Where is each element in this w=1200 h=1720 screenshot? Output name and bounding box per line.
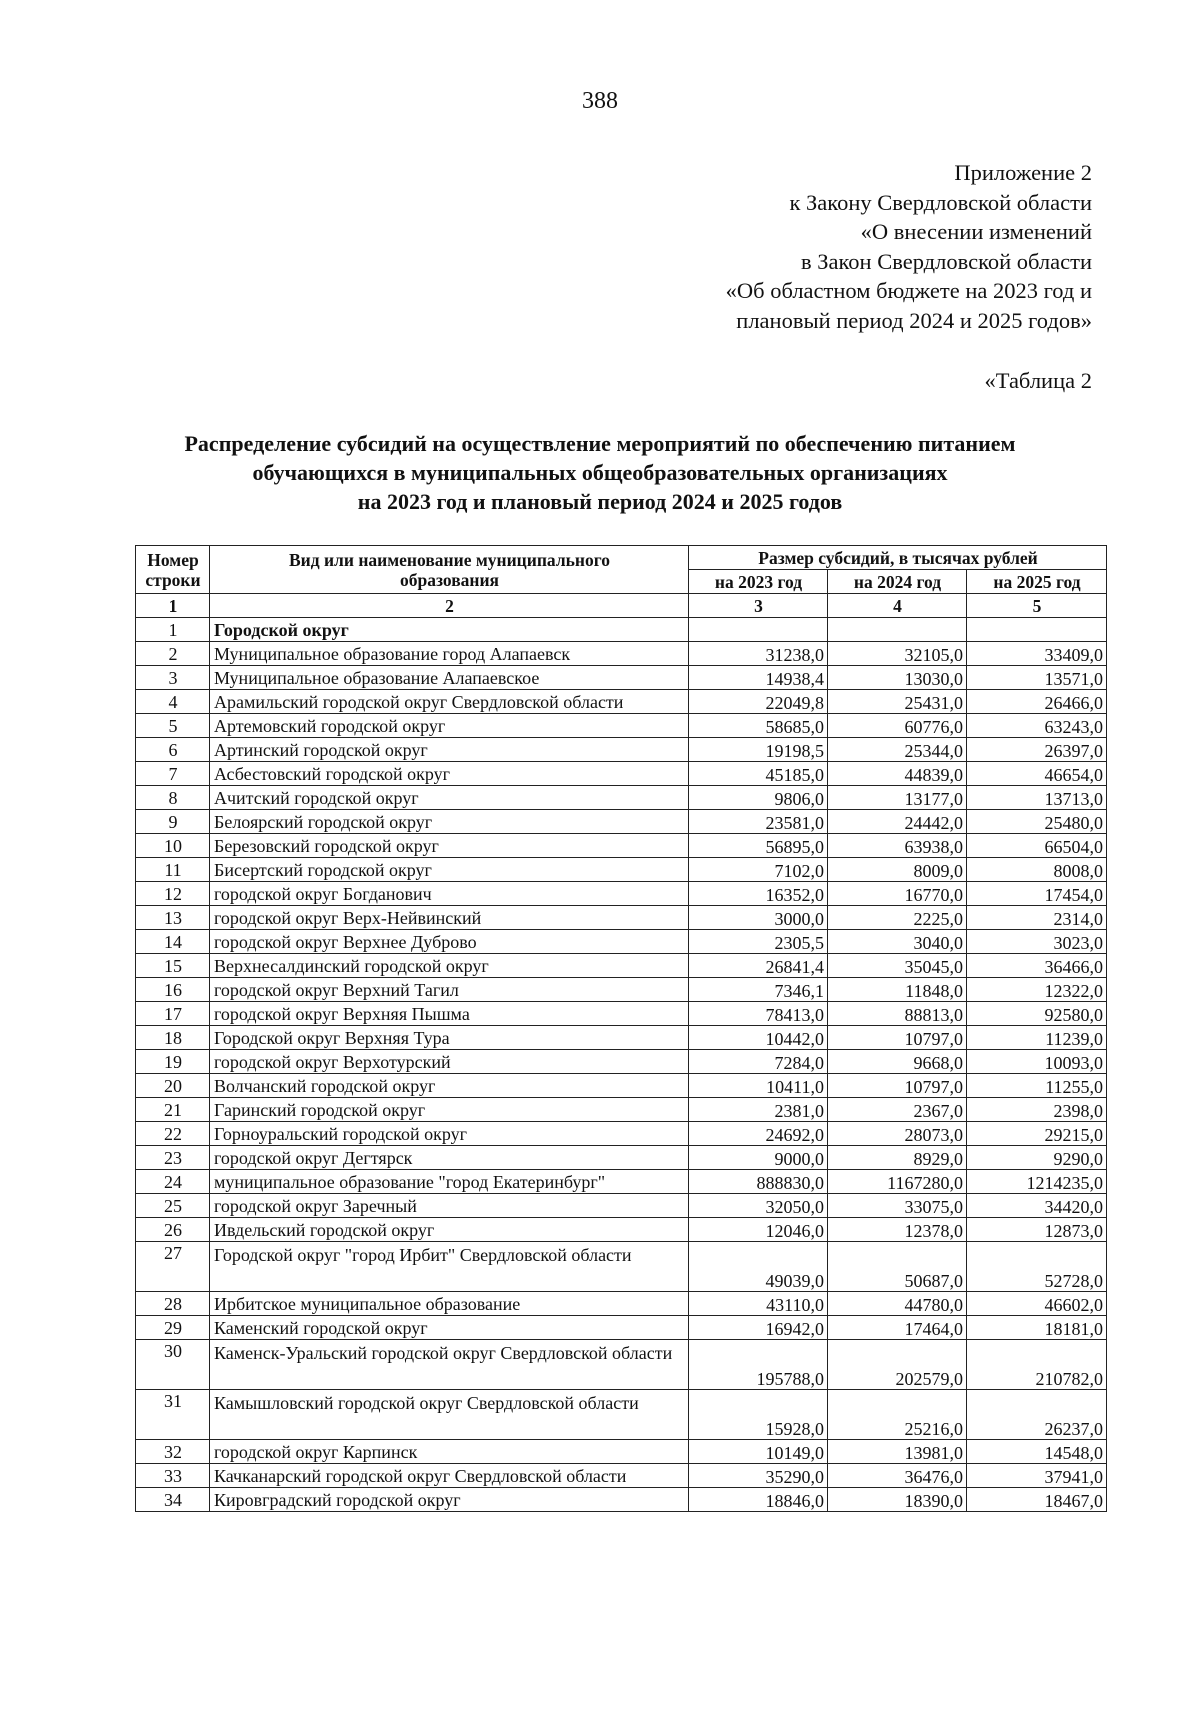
subsidy-2024-cell: 36476,0 xyxy=(828,1464,967,1488)
row-number-cell: 20 xyxy=(136,1074,210,1098)
subsidy-2024-cell: 2225,0 xyxy=(828,906,967,930)
column-number: 5 xyxy=(967,594,1107,618)
subsidy-2024-cell: 60776,0 xyxy=(828,714,967,738)
subsidy-2024-cell: 44839,0 xyxy=(828,762,967,786)
subsidy-2023-cell: 7346,1 xyxy=(689,978,828,1002)
subsidy-2025-cell: 46654,0 xyxy=(967,762,1107,786)
row-number-cell: 29 xyxy=(136,1316,210,1340)
appendix-line: плановый период 2024 и 2025 годов» xyxy=(736,307,1092,333)
municipality-name-cell: городской округ Верх-Нейвинский xyxy=(210,906,689,930)
subsidy-table xyxy=(135,545,1107,1512)
row-number-cell: 17 xyxy=(136,1002,210,1026)
subsidy-2025-cell: 10093,0 xyxy=(967,1050,1107,1074)
subsidy-2024-cell: 10797,0 xyxy=(828,1026,967,1050)
subsidy-2025-cell: 13571,0 xyxy=(967,666,1107,690)
table-row xyxy=(136,1194,1107,1218)
subsidy-2024-cell: 24442,0 xyxy=(828,810,967,834)
municipality-name-cell: Артемовский городской округ xyxy=(210,714,689,738)
table-row xyxy=(136,714,1107,738)
subsidy-2025-cell: 37941,0 xyxy=(967,1464,1107,1488)
row-number-cell: 6 xyxy=(136,738,210,762)
table-row xyxy=(136,906,1107,930)
subsidy-2025-cell: 34420,0 xyxy=(967,1194,1107,1218)
subsidy-2023-cell: 19198,5 xyxy=(689,738,828,762)
header-row-number xyxy=(136,546,210,594)
column-number: 2 xyxy=(210,594,689,618)
subsidy-2023-cell: 888830,0 xyxy=(689,1170,828,1194)
subsidy-2025-cell: 3023,0 xyxy=(967,930,1107,954)
municipality-name-cell: Ирбитское муниципальное образование xyxy=(210,1292,689,1316)
subsidy-2024-cell: 13177,0 xyxy=(828,786,967,810)
table-row xyxy=(136,1146,1107,1170)
subsidy-2025-cell: 26466,0 xyxy=(967,690,1107,714)
subsidy-2023-cell: 195788,0 xyxy=(689,1340,828,1390)
row-number-cell: 14 xyxy=(136,930,210,954)
appendix-line: «Об областном бюджете на 2023 год и xyxy=(725,278,1092,304)
row-number-cell: 30 xyxy=(136,1340,210,1390)
municipality-name-cell: Асбестовский городской округ xyxy=(210,762,689,786)
table-row xyxy=(136,1050,1107,1074)
subsidy-2025-cell: 29215,0 xyxy=(967,1122,1107,1146)
row-number-cell: 9 xyxy=(136,810,210,834)
row-number-cell: 15 xyxy=(136,954,210,978)
header-subsidy-amount: Размер субсидий, в тысячах рублей xyxy=(689,546,1107,570)
subsidy-2024-cell: 25431,0 xyxy=(828,690,967,714)
subsidy-2023-cell: 7284,0 xyxy=(689,1050,828,1074)
subsidy-2025-cell: 25480,0 xyxy=(967,810,1107,834)
table-row xyxy=(136,1340,1107,1390)
row-number-cell: 34 xyxy=(136,1488,210,1512)
table-row xyxy=(136,1170,1107,1194)
subsidy-2023-cell: 58685,0 xyxy=(689,714,828,738)
subsidy-2023-cell: 7102,0 xyxy=(689,858,828,882)
subsidy-2023-cell: 35290,0 xyxy=(689,1464,828,1488)
subsidy-2024-cell: 13981,0 xyxy=(828,1440,967,1464)
subsidy-2024-cell: 44780,0 xyxy=(828,1292,967,1316)
subsidy-2025-cell: 9290,0 xyxy=(967,1146,1107,1170)
subsidy-2024-cell: 1167280,0 xyxy=(828,1170,967,1194)
header-municipality-name xyxy=(210,546,689,594)
subsidy-2025-cell: 18467,0 xyxy=(967,1488,1107,1512)
municipality-name-cell: городской округ Богданович xyxy=(210,882,689,906)
subsidy-2025-cell: 12873,0 xyxy=(967,1218,1107,1242)
table-row xyxy=(136,1316,1107,1340)
column-number: 3 xyxy=(689,594,828,618)
municipality-name-cell: Березовский городской округ xyxy=(210,834,689,858)
subsidy-2024-cell: 2367,0 xyxy=(828,1098,967,1122)
subsidy-2023-cell: 56895,0 xyxy=(689,834,828,858)
municipality-name-cell: Волчанский городской округ xyxy=(210,1074,689,1098)
header-year-2023: на 2023 год xyxy=(689,570,828,594)
row-number-cell: 16 xyxy=(136,978,210,1002)
subsidy-2024-cell: 50687,0 xyxy=(828,1242,967,1292)
subsidy-2023-cell: 49039,0 xyxy=(689,1242,828,1292)
table-row xyxy=(136,978,1107,1002)
table-row xyxy=(136,1074,1107,1098)
table-row xyxy=(136,954,1107,978)
municipality-name-cell: городской округ Верхняя Пышма xyxy=(210,1002,689,1026)
title-line: на 2023 год и плановый период 2024 и 2025 годов xyxy=(357,489,843,514)
table-row xyxy=(136,1390,1107,1440)
table-row xyxy=(136,666,1107,690)
row-number-cell: 19 xyxy=(136,1050,210,1074)
subsidy-2023-cell: 24692,0 xyxy=(689,1122,828,1146)
subsidy-2023-cell: 16942,0 xyxy=(689,1316,828,1340)
subsidy-2023-cell: 9806,0 xyxy=(689,786,828,810)
subsidy-2024-cell xyxy=(828,618,967,642)
subsidy-2023-cell: 31238,0 xyxy=(689,642,828,666)
subsidy-2023-cell: 2305,5 xyxy=(689,930,828,954)
subsidy-2024-cell: 33075,0 xyxy=(828,1194,967,1218)
table-row xyxy=(136,858,1107,882)
municipality-name-cell: Артинский городской округ xyxy=(210,738,689,762)
subsidy-2025-cell: 17454,0 xyxy=(967,882,1107,906)
subsidy-2025-cell: 13713,0 xyxy=(967,786,1107,810)
row-number-cell: 24 xyxy=(136,1170,210,1194)
subsidy-2025-cell: 26237,0 xyxy=(967,1390,1107,1440)
subsidy-2025-cell: 210782,0 xyxy=(967,1340,1107,1390)
subsidy-2023-cell: 32050,0 xyxy=(689,1194,828,1218)
subsidy-2024-cell: 12378,0 xyxy=(828,1218,967,1242)
subsidy-2023-cell: 16352,0 xyxy=(689,882,828,906)
subsidy-2023-cell: 23581,0 xyxy=(689,810,828,834)
table-row xyxy=(136,1488,1107,1512)
row-number-cell: 32 xyxy=(136,1440,210,1464)
subsidy-2023-cell: 10149,0 xyxy=(689,1440,828,1464)
subsidy-2023-cell: 18846,0 xyxy=(689,1488,828,1512)
subsidy-2025-cell: 2398,0 xyxy=(967,1098,1107,1122)
table-row xyxy=(136,642,1107,666)
subsidy-2024-cell: 32105,0 xyxy=(828,642,967,666)
subsidy-2024-cell: 18390,0 xyxy=(828,1488,967,1512)
row-number-cell: 7 xyxy=(136,762,210,786)
column-number-row xyxy=(136,594,1107,618)
subsidy-2023-cell: 3000,0 xyxy=(689,906,828,930)
subsidy-2023-cell: 9000,0 xyxy=(689,1146,828,1170)
table-header xyxy=(136,546,1107,618)
row-number-cell: 18 xyxy=(136,1026,210,1050)
row-number-cell: 1 xyxy=(136,618,210,642)
row-number-cell: 26 xyxy=(136,1218,210,1242)
municipality-name-cell: Каменский городской округ xyxy=(210,1316,689,1340)
table-row xyxy=(136,1242,1107,1292)
subsidy-2025-cell: 11239,0 xyxy=(967,1026,1107,1050)
subsidy-2024-cell: 202579,0 xyxy=(828,1340,967,1390)
subsidy-2025-cell: 46602,0 xyxy=(967,1292,1107,1316)
municipality-name-cell: Белоярский городской округ xyxy=(210,810,689,834)
row-number-cell: 2 xyxy=(136,642,210,666)
table-row xyxy=(136,834,1107,858)
subsidy-2025-cell: 26397,0 xyxy=(967,738,1107,762)
subsidy-2025-cell: 92580,0 xyxy=(967,1002,1107,1026)
table-body xyxy=(136,618,1107,1512)
row-number-cell: 8 xyxy=(136,786,210,810)
row-number-cell: 21 xyxy=(136,1098,210,1122)
column-number: 1 xyxy=(136,594,210,618)
municipality-name-cell: Кировградский городской округ xyxy=(210,1488,689,1512)
municipality-name-cell: Муниципальное образование Алапаевское xyxy=(210,666,689,690)
row-number-cell: 4 xyxy=(136,690,210,714)
subsidy-2025-cell: 11255,0 xyxy=(967,1074,1107,1098)
header-year-2024: на 2024 год xyxy=(828,570,967,594)
subsidy-2025-cell: 52728,0 xyxy=(967,1242,1107,1292)
row-number-cell: 12 xyxy=(136,882,210,906)
table-row xyxy=(136,1440,1107,1464)
table-row xyxy=(136,1002,1107,1026)
row-number-cell: 13 xyxy=(136,906,210,930)
table-label: «Таблица 2 xyxy=(984,368,1092,393)
subsidy-2025-cell: 8008,0 xyxy=(967,858,1107,882)
subsidy-2024-cell: 3040,0 xyxy=(828,930,967,954)
table-row xyxy=(136,882,1107,906)
table-row xyxy=(136,738,1107,762)
header-text: образования xyxy=(399,570,500,590)
appendix-line: к Закону Свердловской области xyxy=(789,189,1092,215)
row-number-cell: 11 xyxy=(136,858,210,882)
municipality-name-cell: городской округ Заречный xyxy=(210,1194,689,1218)
page-number: 388 xyxy=(582,88,618,114)
subsidy-2024-cell: 13030,0 xyxy=(828,666,967,690)
municipality-name-cell: Качканарский городской округ Свердловской области xyxy=(210,1464,689,1488)
row-number-cell: 22 xyxy=(136,1122,210,1146)
municipality-name-cell: Горноуральский городской округ xyxy=(210,1122,689,1146)
column-number: 4 xyxy=(828,594,967,618)
row-number-cell: 3 xyxy=(136,666,210,690)
table-row xyxy=(136,810,1107,834)
subsidy-2023-cell: 2381,0 xyxy=(689,1098,828,1122)
title-line: обучающихся в муниципальных общеобразовательных организациях xyxy=(252,460,948,485)
subsidy-2024-cell: 11848,0 xyxy=(828,978,967,1002)
row-number-cell: 33 xyxy=(136,1464,210,1488)
table-row xyxy=(136,786,1107,810)
table-row xyxy=(136,618,1107,642)
subsidy-2023-cell: 10411,0 xyxy=(689,1074,828,1098)
subsidy-2025-cell: 14548,0 xyxy=(967,1440,1107,1464)
subsidy-2023-cell xyxy=(689,618,828,642)
subsidy-2023-cell: 26841,4 xyxy=(689,954,828,978)
municipality-name-cell: городской округ Верхний Тагил xyxy=(210,978,689,1002)
subsidy-2024-cell: 16770,0 xyxy=(828,882,967,906)
table-row xyxy=(136,1026,1107,1050)
subsidy-2023-cell: 45185,0 xyxy=(689,762,828,786)
subsidy-2023-cell: 12046,0 xyxy=(689,1218,828,1242)
row-number-cell: 5 xyxy=(136,714,210,738)
municipality-name-cell: Гаринский городской округ xyxy=(210,1098,689,1122)
table-row xyxy=(136,1218,1107,1242)
municipality-name-cell: Городской округ "город Ирбит" Свердловской области xyxy=(210,1242,689,1292)
subsidy-2024-cell: 88813,0 xyxy=(828,1002,967,1026)
municipality-name-cell: муниципальное образование "город Екатеринбург" xyxy=(210,1170,689,1194)
row-number-cell: 25 xyxy=(136,1194,210,1218)
municipality-name-cell: Бисертский городской округ xyxy=(210,858,689,882)
municipality-name-cell: Ивдельский городской округ xyxy=(210,1218,689,1242)
municipality-name-cell: Городской округ Верхняя Тура xyxy=(210,1026,689,1050)
municipality-name-cell: Каменск-Уральский городской округ Свердловской области xyxy=(210,1340,689,1390)
subsidy-2023-cell: 10442,0 xyxy=(689,1026,828,1050)
subsidy-2024-cell: 17464,0 xyxy=(828,1316,967,1340)
municipality-name-cell: Муниципальное образование город Алапаевск xyxy=(210,642,689,666)
row-number-cell: 27 xyxy=(136,1242,210,1292)
appendix-reference xyxy=(726,158,1092,336)
subsidy-2024-cell: 63938,0 xyxy=(828,834,967,858)
row-number-cell: 23 xyxy=(136,1146,210,1170)
subsidy-2023-cell: 43110,0 xyxy=(689,1292,828,1316)
table-row xyxy=(136,1464,1107,1488)
subsidy-2024-cell: 8009,0 xyxy=(828,858,967,882)
subsidy-2024-cell: 25344,0 xyxy=(828,738,967,762)
table-row xyxy=(136,690,1107,714)
subsidy-2025-cell: 66504,0 xyxy=(967,834,1107,858)
subsidy-2024-cell: 28073,0 xyxy=(828,1122,967,1146)
header-text: Вид или наименование муниципального xyxy=(288,550,610,570)
municipality-name-cell: городской округ Верхнее Дуброво xyxy=(210,930,689,954)
municipality-name-cell: городской округ Верхотурский xyxy=(210,1050,689,1074)
subsidy-2025-cell: 12322,0 xyxy=(967,978,1107,1002)
document-title xyxy=(0,429,1200,516)
municipality-name-cell: Камышловский городской округ Свердловской области xyxy=(210,1390,689,1440)
municipality-name-cell: Ачитский городской округ xyxy=(210,786,689,810)
subsidy-2025-cell: 2314,0 xyxy=(967,906,1107,930)
municipality-name-cell: городской округ Дегтярск xyxy=(210,1146,689,1170)
header-text: Номер xyxy=(147,550,199,570)
row-number-cell: 28 xyxy=(136,1292,210,1316)
appendix-line: Приложение 2 xyxy=(954,160,1092,185)
subsidy-2025-cell: 33409,0 xyxy=(967,642,1107,666)
subsidy-2025-cell xyxy=(967,618,1107,642)
appendix-line: «О внесении изменений xyxy=(860,219,1092,245)
table-row xyxy=(136,1122,1107,1146)
table-row xyxy=(136,930,1107,954)
municipality-name-cell: городской округ Карпинск xyxy=(210,1440,689,1464)
subsidy-2024-cell: 9668,0 xyxy=(828,1050,967,1074)
table-row xyxy=(136,762,1107,786)
subsidy-2025-cell: 18181,0 xyxy=(967,1316,1107,1340)
subsidy-2025-cell: 1214235,0 xyxy=(967,1170,1107,1194)
table-row xyxy=(136,1098,1107,1122)
table-row xyxy=(136,1292,1107,1316)
header-text: строки xyxy=(145,570,201,590)
subsidy-2023-cell: 15928,0 xyxy=(689,1390,828,1440)
subsidy-2025-cell: 36466,0 xyxy=(967,954,1107,978)
subsidy-2024-cell: 25216,0 xyxy=(828,1390,967,1440)
subsidy-2023-cell: 14938,4 xyxy=(689,666,828,690)
municipality-name-cell: Арамильский городской округ Свердловской области xyxy=(210,690,689,714)
subsidy-2025-cell: 63243,0 xyxy=(967,714,1107,738)
appendix-line: в Закон Свердловской области xyxy=(801,248,1092,274)
row-number-cell: 31 xyxy=(136,1390,210,1440)
municipality-name-cell: Верхнесалдинский городской округ xyxy=(210,954,689,978)
title-line: Распределение субсидий на осуществление мероприятий по обеспечению питанием xyxy=(184,431,1016,456)
subsidy-2024-cell: 8929,0 xyxy=(828,1146,967,1170)
subsidy-2024-cell: 35045,0 xyxy=(828,954,967,978)
subsidy-2023-cell: 78413,0 xyxy=(689,1002,828,1026)
row-number-cell: 10 xyxy=(136,834,210,858)
municipality-name-cell: Городской округ xyxy=(210,618,689,642)
header-year-2025: на 2025 год xyxy=(967,570,1107,594)
subsidy-2024-cell: 10797,0 xyxy=(828,1074,967,1098)
subsidy-2023-cell: 22049,8 xyxy=(689,690,828,714)
